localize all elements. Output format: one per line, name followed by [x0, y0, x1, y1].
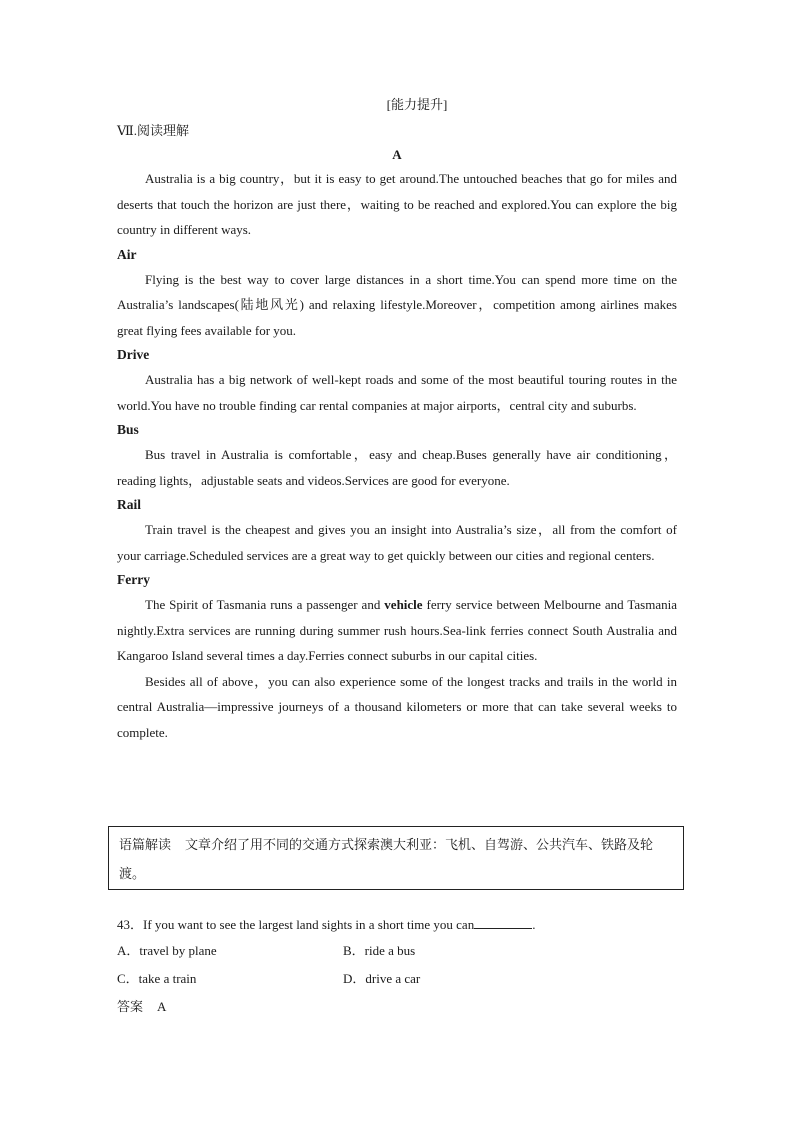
paragraph-air: Flying is the best way to cover large distances in a short time.You can spend more time on the Australia’s landscapes(陆地风光) and relaxing lifestyle.Moreover，competition among airlines makes great flying fees available for you. [117, 271, 677, 338]
option-b: B．ride a bus [343, 943, 416, 958]
passage-intro: Australia is a big country，but it is easy to get around.The untouched beaches that go for miles and deserts that touch the horizon are just there，waiting to be reached and explored.You can explore the big country in different ways. [117, 171, 677, 237]
heading-rail: Rail [117, 497, 142, 512]
answer-blank [474, 914, 532, 929]
option-d: D．drive a car [343, 971, 421, 986]
part-title: Ⅶ.阅读理解 [117, 123, 190, 138]
paragraph-bus: Bus travel in Australia is comfortable，easy and cheap.Buses generally have air conditioning，reading lights，adjustable seats and videos.Services are good for everyone. [117, 447, 677, 488]
analysis-text: 文章介绍了用不同的交通方式探索澳大利亚：飞机、自驾游、公共汽车、铁路及轮渡。 [119, 838, 654, 882]
paragraph-ferry [117, 592, 677, 669]
paragraph-rail: Train travel is the cheapest and gives you an insight into Australia’s size，all from the comfort of your carriage.Scheduled services are a great way to get quickly between our cities and regional centers. [117, 522, 677, 563]
heading-air: Air [117, 246, 137, 262]
answer-row [117, 993, 677, 1021]
ferry-text-start: The Spirit of Tasmania runs a passenger and [145, 597, 385, 612]
heading-bus: Bus [117, 422, 139, 437]
options-row-2 [117, 965, 677, 993]
heading-ferry: Ferry [117, 572, 150, 587]
question-stem [117, 913, 677, 937]
option-c: C．take a train [117, 971, 197, 986]
heading-drive: Drive [117, 347, 150, 362]
question-stem-text: 43．If you want to see the largest land sights in a short time you can [117, 917, 475, 932]
passage-page [117, 94, 677, 745]
ferry-text-end: ferry service between Melbourne and Tasmania nightly.Extra services are running during summer rush hours.Sea-link ferries connect South Australia and Kangaroo Island several times a day.Ferries connect suburbs in our capital cities. [117, 597, 677, 663]
answer-label: 答案 [117, 1000, 144, 1015]
bold-word-vehicle: vehicle [384, 597, 423, 612]
passage-closing: Besides all of above，you can also experience some of the longest tracks and trails in the world in central Australia—impressive journeys of a thousand kilometers or more that can take several weeks to complete. [117, 673, 677, 740]
analysis-label: 语篇解读 [119, 838, 172, 853]
question-43 [117, 913, 677, 1021]
section-title: [能力提升] [386, 97, 448, 112]
passage-letter: A [392, 147, 402, 162]
question-stem-end: . [532, 917, 536, 932]
option-a: A．travel by plane [117, 943, 217, 958]
paragraph-drive: Australia has a big network of well-kept roads and some of the most beautiful touring routes in the world.You have no trouble finding car rental companies at major airports，central city and suburbs. [117, 372, 677, 413]
analysis-box [108, 826, 684, 890]
options-row-1 [117, 937, 677, 965]
answer-value: A [157, 999, 167, 1014]
